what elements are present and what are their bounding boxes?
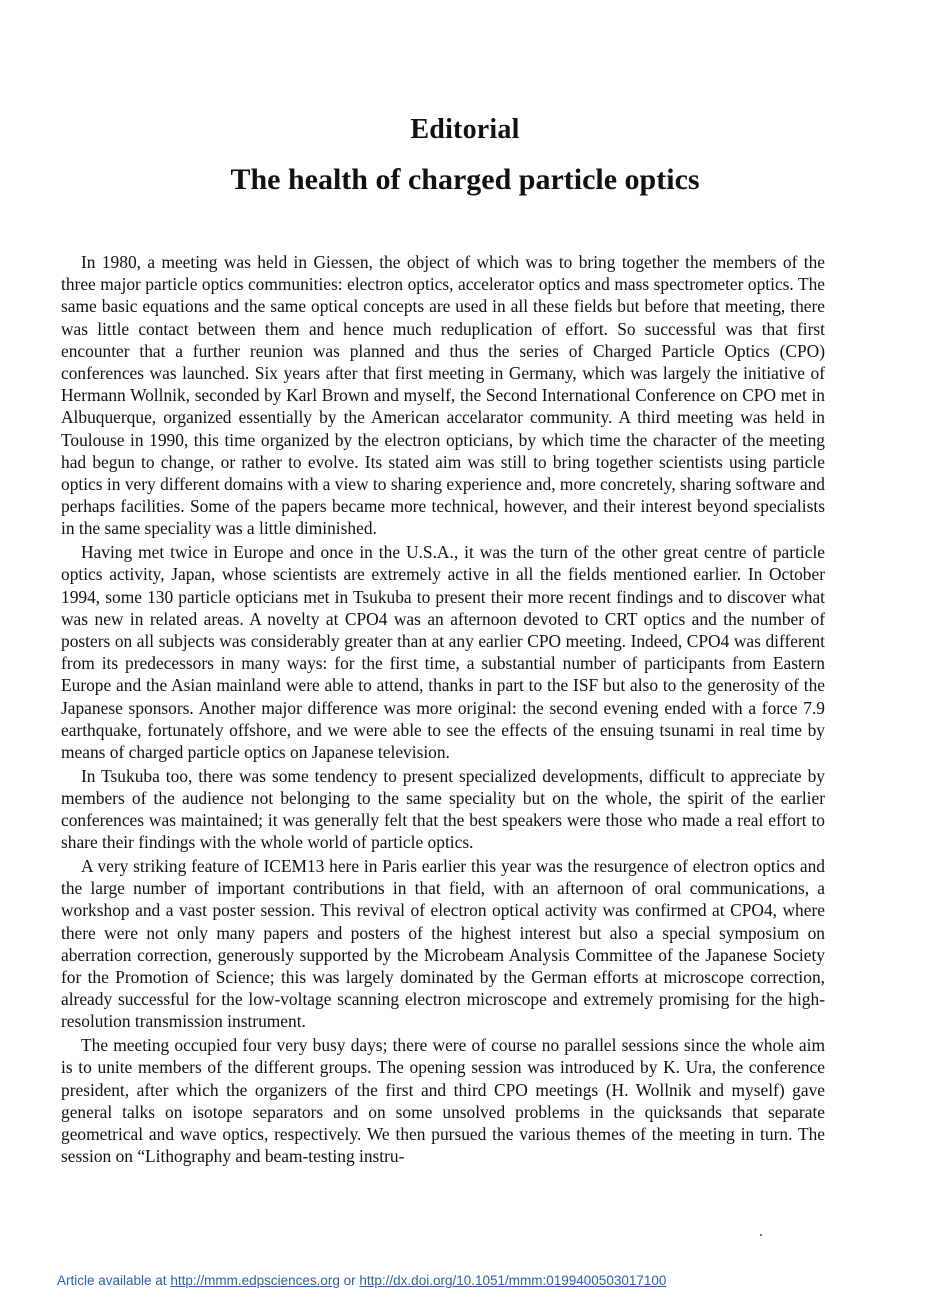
paragraph-2: Having met twice in Europe and once in the U.S.A., it was the turn of the other great centre of particle optics activity, Japan, whose scientists are extremely active in all the fields mentioned earlier. In October 1994, some 130 particle opticians met in Tsukuba to present their more recent findings and to discover what was new in related areas. A novelty at CPO4 was an afternoon devoted to CRT optics and the number of posters on all subjects was considerably greater than at any earlier CPO meeting. Indeed, CPO4 was different from its predecessors in many ways: for the first time, a substantial number of participants from Eastern Europe and the Asian mainland were able to attend, thanks in part to the ISF but also to the generosity of the Japanese sponsors. Another major difference was more original: the second evening ended with a force 7.9 earthquake, fortunately offshore, and we were able to see the effects of the ensuing tsunami in real time by means of charged particle optics on Japanese television.: [61, 542, 825, 762]
article-title: The health of charged particle optics: [230, 163, 700, 196]
paragraph-5: The meeting occupied four very busy days; there were of course no parallel sessions since the whole aim is to unite members of the different groups. The opening session was introduced by K. Ura, the conference president, after which the organizers of the first and third CPO meetings (H. Wollnik and myself) gave general talks on isotope separators and on some unsolved problems in the quicksands that separate geometrical and wave optics, respectively. We then pursued the various themes of the meeting in turn. The session on “Lithography and beam-testing instru-: [61, 1035, 825, 1167]
section-label: Editorial: [410, 114, 520, 145]
paragraph-1: In 1980, a meeting was held in Giessen, the object of which was to bring together the members of the three major particle optics communities: electron optics, accelerator optics and mass spectrometer optics. The same basic equations and the same optical concepts are used in all these fields but before that meeting, there was little contact between them and hence much reduplication of effort. So successful was that first encounter that a further reunion was planned and thus the series of Charged Particle Optics (CPO) conferences was launched. Six years after that first meeting in Germany, which was largely the initiative of Hermann Wollnik, seconded by Karl Brown and myself, the Second International Conference on CPO met in Albuquerque, organized essentially by the American accelarator community. A third meeting was held in Toulouse in 1990, this time organized by the electron opticians, by which time the character of the meeting had begun to change, or rather to evolve. Its stated aim was still to bring together scientists using particle optics in very different domains with a view to sharing experience and, more concretely, sharing software and perhaps facilities. Some of the papers became more technical, however, and their interest beyond specialists in the same speciality was a little diminished.: [61, 252, 825, 539]
scan-speck: [760, 1234, 762, 1236]
paragraph-3: In Tsukuba too, there was some tendency to present specialized developments, difficult to appreciate by members of the audience not belonging to the same speciality but on the whole, the spirit of the earlier conferences was maintained; it was generally felt that the best speakers were those who made a real effort to share their findings with the whole world of particle optics.: [61, 765, 825, 853]
doi-link[interactable]: http://dx.doi.org/10.1051/mmm:0199400503017100: [359, 1273, 667, 1288]
footer-connector: or: [339, 1273, 360, 1288]
article-body: [61, 251, 825, 1169]
journal-link[interactable]: http://mmm.edpsciences.org: [170, 1273, 340, 1288]
paragraph-4: A very striking feature of ICEM13 here in Paris earlier this year was the resurgence of electron optics and the large number of important contributions in that field, with an afternoon of oral communications, a workshop and a vast poster session. This revival of electron optical activity was confirmed at CPO4, where there were not only many papers and posters of the highest interest but also a special symposium on aberration correction, generously supported by the Microbeam Analysis Committee of the Japanese Society for the Promotion of Science; this was largely dominated by the German efforts at microscope correction, already successful for the low-voltage scanning electron microscope and extremely promising for the high-resolution transmission instrument.: [61, 855, 825, 1032]
footer-prefix: Article available at: [57, 1273, 171, 1288]
availability-footer: [57, 1273, 666, 1288]
